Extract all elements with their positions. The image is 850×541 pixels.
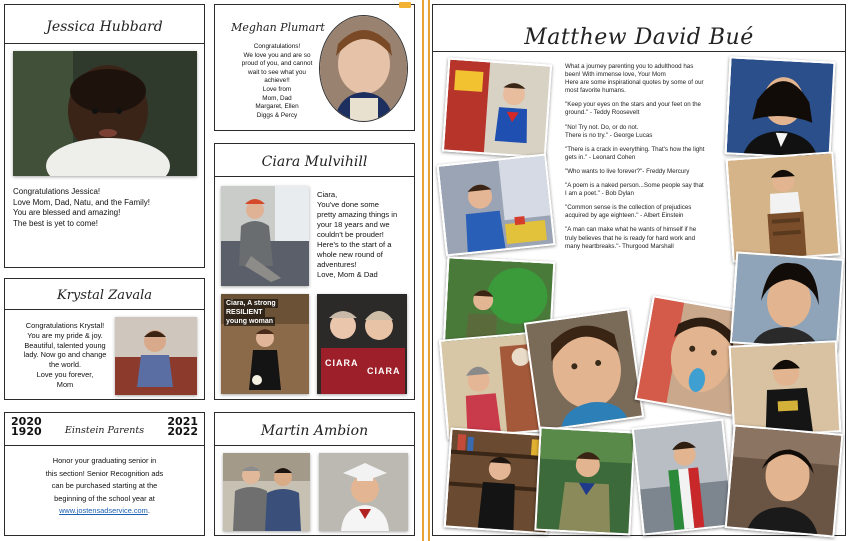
message-line: wait to see what you xyxy=(248,68,306,76)
message-line: achieve!! xyxy=(264,77,290,85)
jersey-photo xyxy=(317,294,407,394)
message-line: You've done some xyxy=(317,200,379,209)
year-digit: 20 xyxy=(167,415,183,428)
ad-message xyxy=(229,43,325,120)
quote-line: gets in." - Leonard Cohen xyxy=(565,153,636,161)
toddler-photo xyxy=(115,317,197,395)
message-line: Honor your graduating senior in xyxy=(52,456,157,465)
ad-ciara-mulvihill xyxy=(214,143,415,400)
ad-message xyxy=(11,321,119,390)
message-line: beginning of the school year at xyxy=(54,493,155,503)
quote-line: "Keep your eyes on the stars and your feet on the xyxy=(565,101,702,109)
message-line: Ciara, xyxy=(317,190,338,199)
ad-einstein-parents xyxy=(4,412,205,536)
message-line: Beautiful, talented young xyxy=(24,340,106,350)
oval-child-photo xyxy=(319,15,408,122)
jostens-link[interactable]: www.jostensadservice.com xyxy=(59,506,148,516)
year-digit: 19 xyxy=(11,425,27,438)
quote-line: "Common sense is the collection of prejudices xyxy=(565,204,692,212)
quote-line: There is no try." - George Lucas xyxy=(565,131,653,139)
teen-closeup-photo xyxy=(725,424,844,537)
divider xyxy=(215,176,414,177)
ad-message xyxy=(13,187,203,229)
quote-line: "A man can make what he wants of himself if he xyxy=(565,226,697,234)
right-page xyxy=(430,0,850,541)
flag-costume-photo xyxy=(632,418,735,535)
divider xyxy=(5,43,204,44)
curly-hair-portrait-photo xyxy=(730,251,844,350)
divider xyxy=(433,51,845,52)
message-line: adventures! xyxy=(317,260,357,269)
ad-martin-ambion xyxy=(214,412,415,536)
tuxedo-portrait-photo xyxy=(725,56,836,159)
quote-line: What a journey parenting you to adulthood has xyxy=(565,63,694,70)
ad-matthew-david-bue xyxy=(432,4,846,536)
boy-scout-photo xyxy=(534,427,635,536)
quote-line: most favorite humans. xyxy=(565,87,626,95)
message-line: Congratulations! xyxy=(253,43,301,50)
quote-line: been! With immense love, Your Mom xyxy=(565,71,666,79)
strong-woman-photo xyxy=(221,294,309,394)
divider xyxy=(5,309,204,310)
ad-message xyxy=(11,455,198,518)
message-line: The best is yet to come! xyxy=(13,218,98,228)
message-line: pretty amazing things in xyxy=(317,210,398,219)
message-line: Mom, Dad xyxy=(262,94,292,102)
train-photo xyxy=(221,186,309,286)
legos-photo xyxy=(436,154,555,257)
quote-line: truly believes that he is ready for hard work and xyxy=(565,234,696,242)
link-suffix: . xyxy=(147,506,150,516)
message-line: Here's to the start of a xyxy=(317,240,392,249)
quote-line: "No! Try not. Do, or do not. xyxy=(565,123,639,131)
message-line: whole new round of xyxy=(317,250,383,259)
father-son-photo xyxy=(223,453,310,531)
quote-line: ground." - Teddy Roosevelt xyxy=(565,109,640,117)
jersey-text: CIARA xyxy=(325,358,359,368)
message-line: Love Mom, Dad, Natu, and the Family! xyxy=(13,197,150,207)
year-digit: 20 xyxy=(26,415,42,428)
chair-portrait-photo xyxy=(726,151,841,262)
photo-caption: young woman xyxy=(226,318,274,325)
message-line: Mom xyxy=(56,379,74,389)
book-gutter xyxy=(422,0,430,541)
baby-photo xyxy=(13,51,197,176)
ad-title: Krystal Zavala xyxy=(57,288,152,303)
graduation-photo xyxy=(319,453,408,531)
message-line: can be purchased starting at the xyxy=(51,481,158,491)
year-graphic-right xyxy=(142,417,198,445)
ad-krystal-zavala xyxy=(4,278,205,400)
year-digit: 20 xyxy=(11,415,27,428)
ad-title: Matthew David Bué xyxy=(524,25,754,50)
jersey-text: CIARA xyxy=(367,366,401,376)
boy-closeup-photo xyxy=(524,308,644,432)
divider xyxy=(5,445,204,446)
message-line: your 18 years and we xyxy=(317,220,390,229)
quote-line: I am a poet." - Bob Dylan xyxy=(565,190,634,198)
black-shirt-photo xyxy=(729,340,842,438)
message-line: Congratulations Krystal! xyxy=(25,321,105,330)
ad-meghan-plumart xyxy=(214,4,415,131)
quote-line: "There is a crack in everything. That's how the light xyxy=(565,145,705,153)
message-line: Love, Mom & Dad xyxy=(317,270,378,279)
message-line: the world. xyxy=(48,360,82,370)
quote-line: "A poem is a naked person...Some people say that xyxy=(565,182,704,190)
message-line: Margaret, Ellen xyxy=(255,103,299,111)
quote-line: acquired by age eighteen." - Albert Einstein xyxy=(565,212,684,220)
quote-line: many heartbreaks."- Thurgood Marshall xyxy=(565,242,674,250)
message-line: Love from xyxy=(262,85,292,93)
page-tab xyxy=(399,2,411,8)
year-digit: 21 xyxy=(182,415,198,428)
ad-title: Martin Ambion xyxy=(260,423,369,439)
message-line: this section! Senior Recognition ads xyxy=(45,468,164,478)
ad-message xyxy=(317,190,413,280)
quote-line: "Who wants to live forever?"- Freddy Mercury xyxy=(565,167,690,175)
message-line: lady. Now go and change xyxy=(23,350,107,360)
ad-title: Meghan Plumart xyxy=(231,21,325,34)
ad-title: Ciara Mulvihill xyxy=(261,154,368,170)
divider xyxy=(215,445,414,446)
superman-toddler-photo xyxy=(442,57,552,158)
message-line: Congratulations Jessica! xyxy=(13,187,101,196)
year-digit: 20 xyxy=(26,425,42,438)
ad-title: Einstein Parents xyxy=(64,425,145,436)
message-line: We love you and are so xyxy=(243,51,311,59)
year-digit: 22 xyxy=(182,425,198,438)
photo-caption: RESILIENT xyxy=(226,309,263,316)
ad-jessica-hubbard xyxy=(4,4,205,268)
quote-line: Here are some inspirational quotes by some of our xyxy=(565,79,704,87)
message-line: Love you forever, xyxy=(36,369,94,379)
message-line: proud of you, and cannot xyxy=(241,60,313,68)
ad-title: Jessica Hubbard xyxy=(46,19,163,35)
message-line: You are blessed and amazing! xyxy=(13,208,121,217)
message-line: Diggs & Percy xyxy=(256,111,298,119)
message-line: couldn't be prouder! xyxy=(317,230,384,239)
left-page xyxy=(0,0,422,541)
quotes-text xyxy=(565,63,725,251)
year-digit: 20 xyxy=(167,425,183,438)
photo-caption: Ciara, A strong xyxy=(226,300,276,307)
message-line: You are my pride & joy. xyxy=(27,330,103,340)
